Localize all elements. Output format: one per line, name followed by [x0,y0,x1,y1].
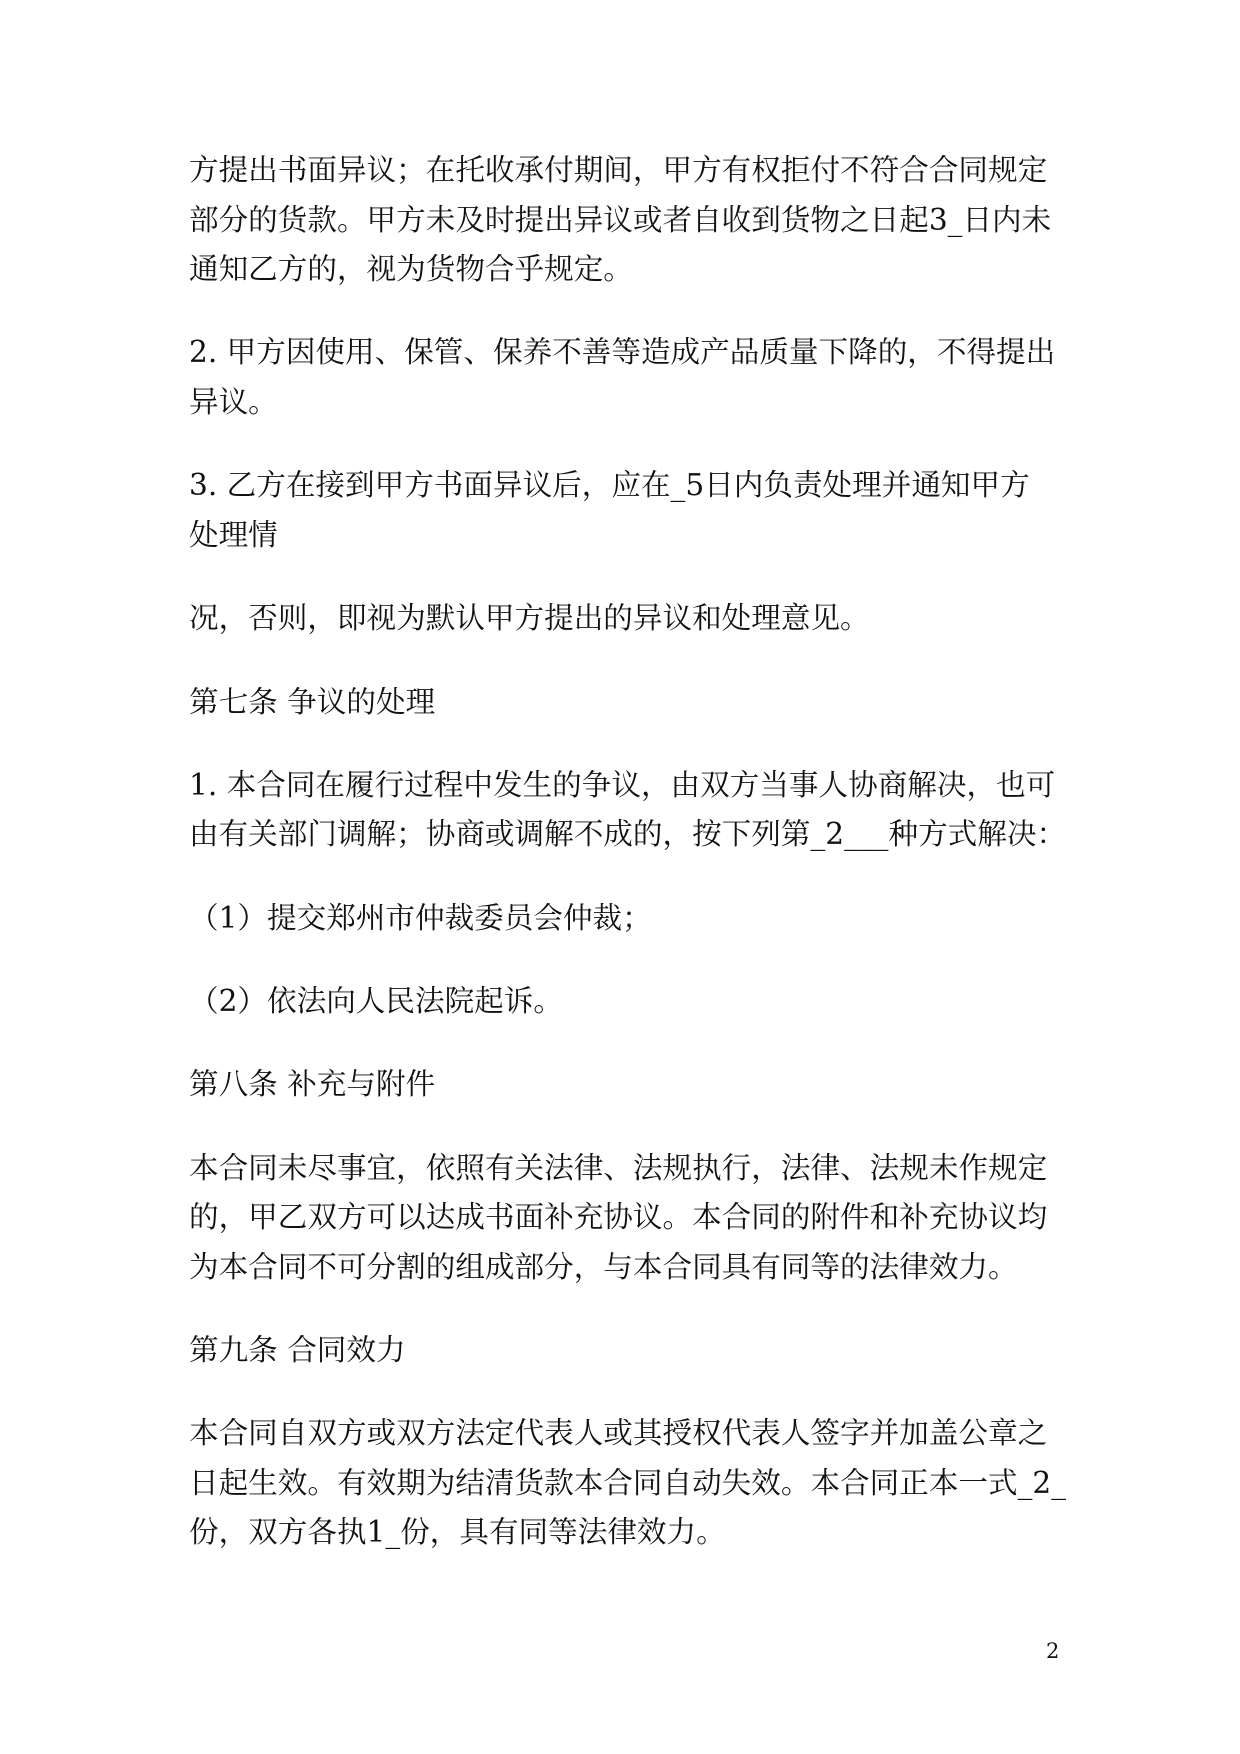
text-line: 2. 甲方因使用、保管、保养不善等造成产品质量下降的，不得提出 [189,335,1056,370]
section-heading [189,1326,1069,1376]
section-heading-text: 第七条 争议的处理 [189,684,436,719]
document-body [189,146,1069,1558]
section-heading-text: 第八条 补充与附件 [189,1067,436,1102]
paragraph [189,594,1069,644]
text-line: 异议。 [189,385,278,420]
text-line: （1）提交郑州市仲裁委员会仲裁； [189,900,652,935]
paragraph [189,1144,1069,1293]
text-line: 通知乙方的，视为货物合乎规定。 [189,252,633,287]
list-item [189,977,1069,1027]
text-line: 本合同未尽事宜，依照有关法律、法规执行，法律、法规未作规定 [189,1150,1048,1185]
text-line: 3. 乙方在接到甲方书面异议后，应在_5日内负责处理并通知甲方 [189,468,1030,503]
text-line: 由有关部门调解；协商或调解不成的，按下列第_2___种方式解决： [189,817,1067,852]
text-line: （2）依法向人民法院起诉。 [189,983,563,1018]
text-line: 为本合同不可分割的组成部分，与本合同具有同等的法律效力。 [189,1249,1018,1284]
paragraph [189,461,1069,560]
paragraph [189,1409,1069,1558]
text-line: 部分的货款。甲方未及时提出异议或者自收到货物之日起3_日内未 [189,202,1052,237]
section-heading [189,678,1069,728]
paragraph [189,328,1069,427]
text-line: 的，甲乙双方可以达成书面补充协议。本合同的附件和补充协议均 [189,1200,1048,1235]
page-number: 2 [1046,1639,1060,1663]
list-item [189,894,1069,944]
text-line: 1. 本合同在履行过程中发生的争议，由双方当事人协商解决，也可 [189,767,1056,802]
text-line: 处理情 [189,517,278,552]
text-line: 本合同自双方或双方法定代表人或其授权代表人签字并加盖公章之 [189,1416,1048,1451]
section-heading-text: 第九条 合同效力 [189,1332,406,1367]
section-heading [189,1060,1069,1110]
text-line: 方提出书面异议；在托收承付期间，甲方有权拒付不符合合同规定 [189,153,1048,187]
text-line: 日起生效。有效期为结清货款本合同自动失效。本合同正本一式_2_ [189,1465,1067,1500]
text-line: 况，否则，即视为默认甲方提出的异议和处理意见。 [189,601,870,636]
paragraph [189,146,1069,295]
text-line: 份，双方各执1_份，具有同等法律效力。 [189,1515,726,1550]
paragraph [189,761,1069,860]
